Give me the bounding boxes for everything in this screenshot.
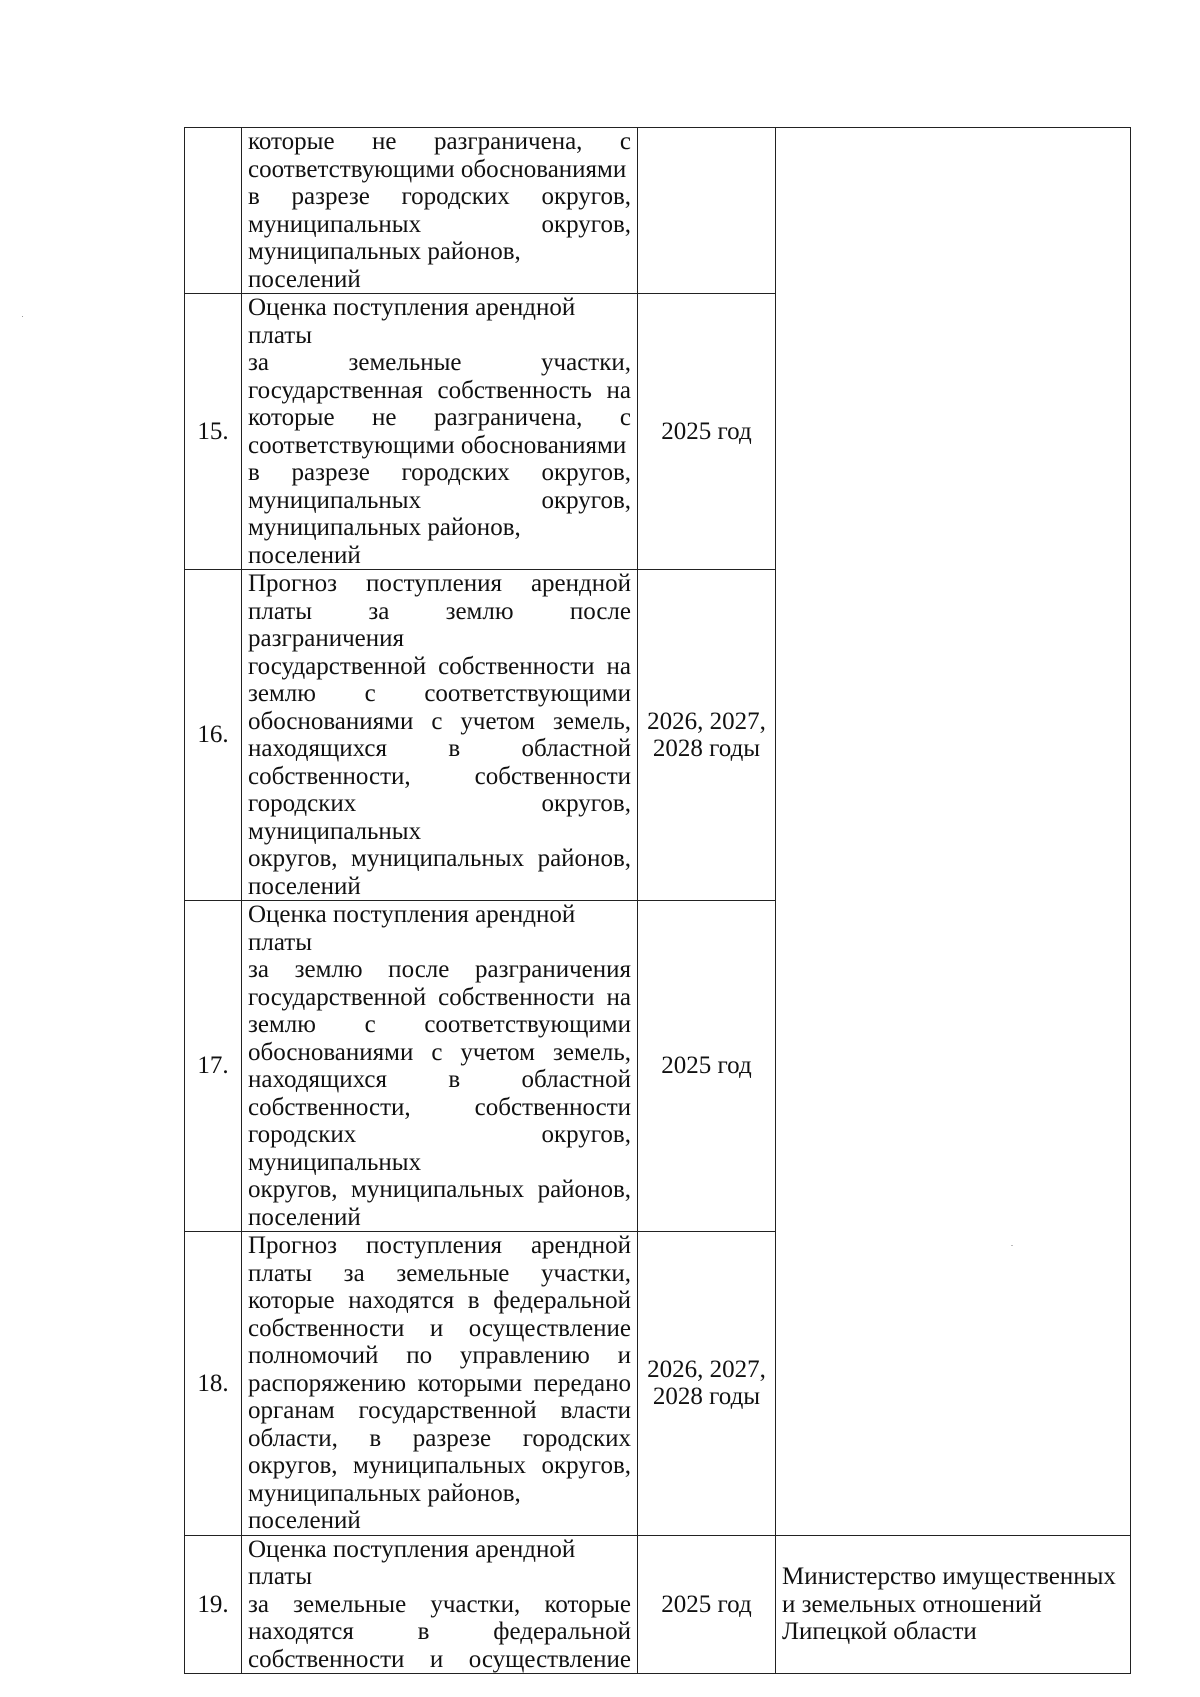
description-line: государственной собственности на [248, 652, 631, 680]
description-line: собственности, собственности [248, 1093, 631, 1121]
row-period: 2025 год [638, 901, 776, 1232]
row-description [242, 901, 638, 1232]
description-line: землю с соответствующими [248, 680, 631, 707]
description-line: муниципальных округов, [248, 486, 631, 514]
description-line: за земельные участки, которые [248, 1590, 631, 1618]
scan-speck [22, 316, 23, 317]
description-line: Оценка поступления арендной платы [248, 294, 576, 349]
description-line: Оценка поступления арендной платы [248, 901, 576, 956]
row-number: 15. [185, 294, 242, 570]
row-description [242, 1535, 638, 1674]
description-line: поселений [248, 872, 361, 900]
description-line: округов, муниципальных районов, [248, 1176, 631, 1203]
description-line: платы за земельные участки, [248, 1259, 631, 1287]
description-line: собственности и осуществление [248, 1314, 631, 1342]
row-period: 2026, 2027, 2028 годы [638, 570, 776, 901]
description-line: находящихся в областной [248, 1066, 631, 1093]
row-period: 2026, 2027, 2028 годы [638, 1232, 776, 1536]
row-period: 2025 год [638, 1535, 776, 1674]
table-row [185, 1535, 1131, 1674]
row-number: 18. [185, 1232, 242, 1536]
description-line: муниципальных районов, поселений [248, 238, 521, 293]
row-number: 16. [185, 570, 242, 901]
description-line: муниципальных районов, поселений [248, 1479, 521, 1534]
description-line: городских округов, муниципальных [248, 790, 631, 845]
description-line: Оценка поступления арендной платы [248, 1535, 576, 1590]
row-period [638, 128, 776, 294]
description-line: органам государственной власти [248, 1397, 631, 1424]
description-line: округов, муниципальных округов, [248, 1452, 631, 1479]
description-line: городских округов, муниципальных [248, 1121, 631, 1176]
description-line: Прогноз поступления арендной [248, 1232, 631, 1259]
row-description [242, 294, 638, 570]
description-line: которые находятся в федеральной [248, 1287, 631, 1314]
description-line: за земельные участки, [248, 349, 631, 376]
description-line: собственности и осуществление [248, 1645, 631, 1673]
description-line: которые не разграничена, с [248, 128, 631, 155]
description-line: землю с соответствующими [248, 1011, 631, 1038]
description-line: Прогноз поступления арендной [248, 570, 631, 597]
row-number: 17. [185, 901, 242, 1232]
description-line: находящихся в областной [248, 735, 631, 762]
row-description [242, 128, 638, 294]
row-number: 19. [185, 1535, 242, 1674]
row-description [242, 570, 638, 901]
description-line: муниципальных районов, поселений [248, 514, 521, 569]
description-line: которые не разграничена, с [248, 404, 631, 431]
row-description [242, 1232, 638, 1536]
description-line: собственности, собственности [248, 762, 631, 790]
description-line: распоряжению которыми передано [248, 1369, 631, 1397]
description-line: области, в разрезе городских [248, 1424, 631, 1452]
description-line: находятся в федеральной [248, 1618, 631, 1645]
row-responsible: Министерство имущественных и земельных отношений Липецкой области [776, 1535, 1131, 1674]
description-line: соответствующими обоснованиями [248, 431, 627, 459]
description-line: полномочий по управлению и [248, 1342, 631, 1369]
row-number [185, 128, 242, 294]
description-line: соответствующими обоснованиями [248, 155, 627, 183]
description-line: обоснованиями с учетом земель, [248, 1038, 631, 1066]
description-line: в разрезе городских округов, [248, 183, 631, 210]
description-line: поселений [248, 1203, 361, 1231]
description-line: муниципальных округов, [248, 210, 631, 238]
row-period: 2025 год [638, 294, 776, 570]
row-responsible-blank [776, 128, 1131, 1536]
description-line: за землю после разграничения [248, 956, 631, 983]
description-line: в разрезе городских округов, [248, 459, 631, 486]
description-line: платы за землю после разграничения [248, 597, 631, 652]
description-line: государственной собственности на [248, 983, 631, 1011]
description-line: государственная собственность на [248, 376, 631, 404]
schedule-table [184, 127, 1131, 1674]
description-line: округов, муниципальных районов, [248, 845, 631, 872]
table-row [185, 128, 1131, 294]
description-line: обоснованиями с учетом земель, [248, 707, 631, 735]
